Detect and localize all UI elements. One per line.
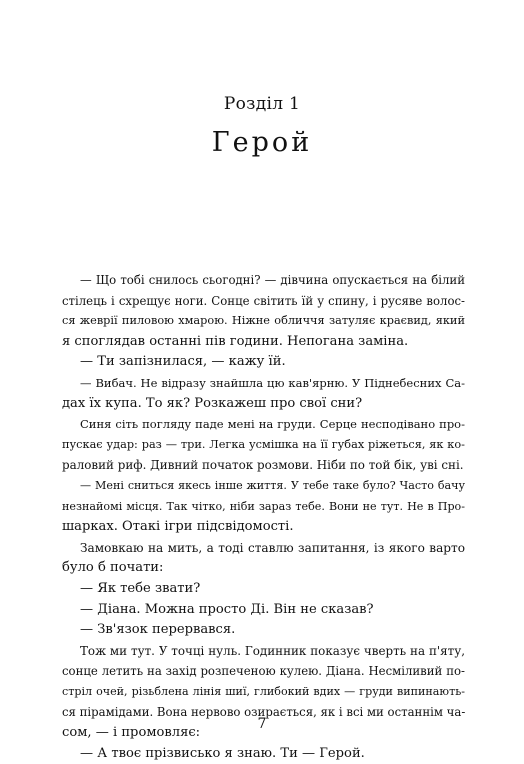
text-line: ся жеврії пиловою хмарою. Ніжне обличчя затуляє краєвид, який	[62, 314, 465, 328]
text-line: — Вибач. Не відразу знайшла цю кав'ярню. У Піднебесних Са-	[80, 375, 465, 390]
text-line: Тож ми тут. У точці нуль. Годинник показує чверть на п'яту,	[80, 643, 465, 658]
text-line: дах їх купа. То як? Розкажеш про свої сни?	[62, 395, 363, 411]
text-line: — Діана. Можна просто Ді. Він не сказав?	[80, 601, 374, 617]
text-line: Синя сіть погляду паде мені на груди. Серце несподівано про-	[80, 417, 465, 432]
text-line: — Мені сниться якесь інше життя. У тебе таке було? Часто бачу	[80, 478, 465, 492]
chapter-title: Герой	[211, 127, 313, 158]
text-line: стріл очей, різьблена лінія шиї, глибокий вдих — груди випинають-	[62, 684, 465, 698]
text-line: раловий риф. Дивний початок розмови. Ніби по той бік, уві сні.	[62, 458, 464, 473]
text-line: ся пірамідами. Вона нервово озирається, як і всі ми останнім ча-	[62, 705, 466, 720]
text-line: сонце летить на захід розпеченою кулею. Діана. Несміливий по-	[62, 664, 465, 679]
body-text	[62, 270, 465, 764]
text-line: стілець і схрещує ноги. Сонце світить їй у спину, і русяве волос-	[62, 293, 465, 308]
text-line: незнайомі місця. Так чітко, ніби зараз тебе. Вони не тут. Не в Про-	[62, 499, 465, 513]
chapter-label: Розділ 1	[223, 94, 301, 114]
text-line: шарках. Отакі ігри підсвідомості.	[62, 519, 294, 535]
text-line: — Ти запізнилася, — кажу їй.	[80, 354, 286, 370]
text-line: сом, — і промовляє:	[62, 725, 201, 741]
text-line: Замовкаю на мить, а тоді ставлю запитання, із якого варто	[80, 540, 465, 555]
text-line: я споглядав останні пів години. Непогана заміна.	[62, 333, 409, 349]
text-line: було б почати:	[62, 560, 164, 576]
text-line: — Що тобі снилось сьогодні? — дівчина опускається на білий	[80, 273, 465, 287]
text-line: — Зв'язок перервався.	[80, 622, 236, 638]
text-line: — А твоє прізвисько я знаю. Ти — Герой.	[80, 745, 365, 761]
page-number: 7	[257, 716, 267, 732]
text-line: — Як тебе звати?	[80, 580, 201, 596]
text-line: пускає удар: раз — три. Легка усмішка на її губах ріжеться, як ко-	[62, 437, 465, 451]
